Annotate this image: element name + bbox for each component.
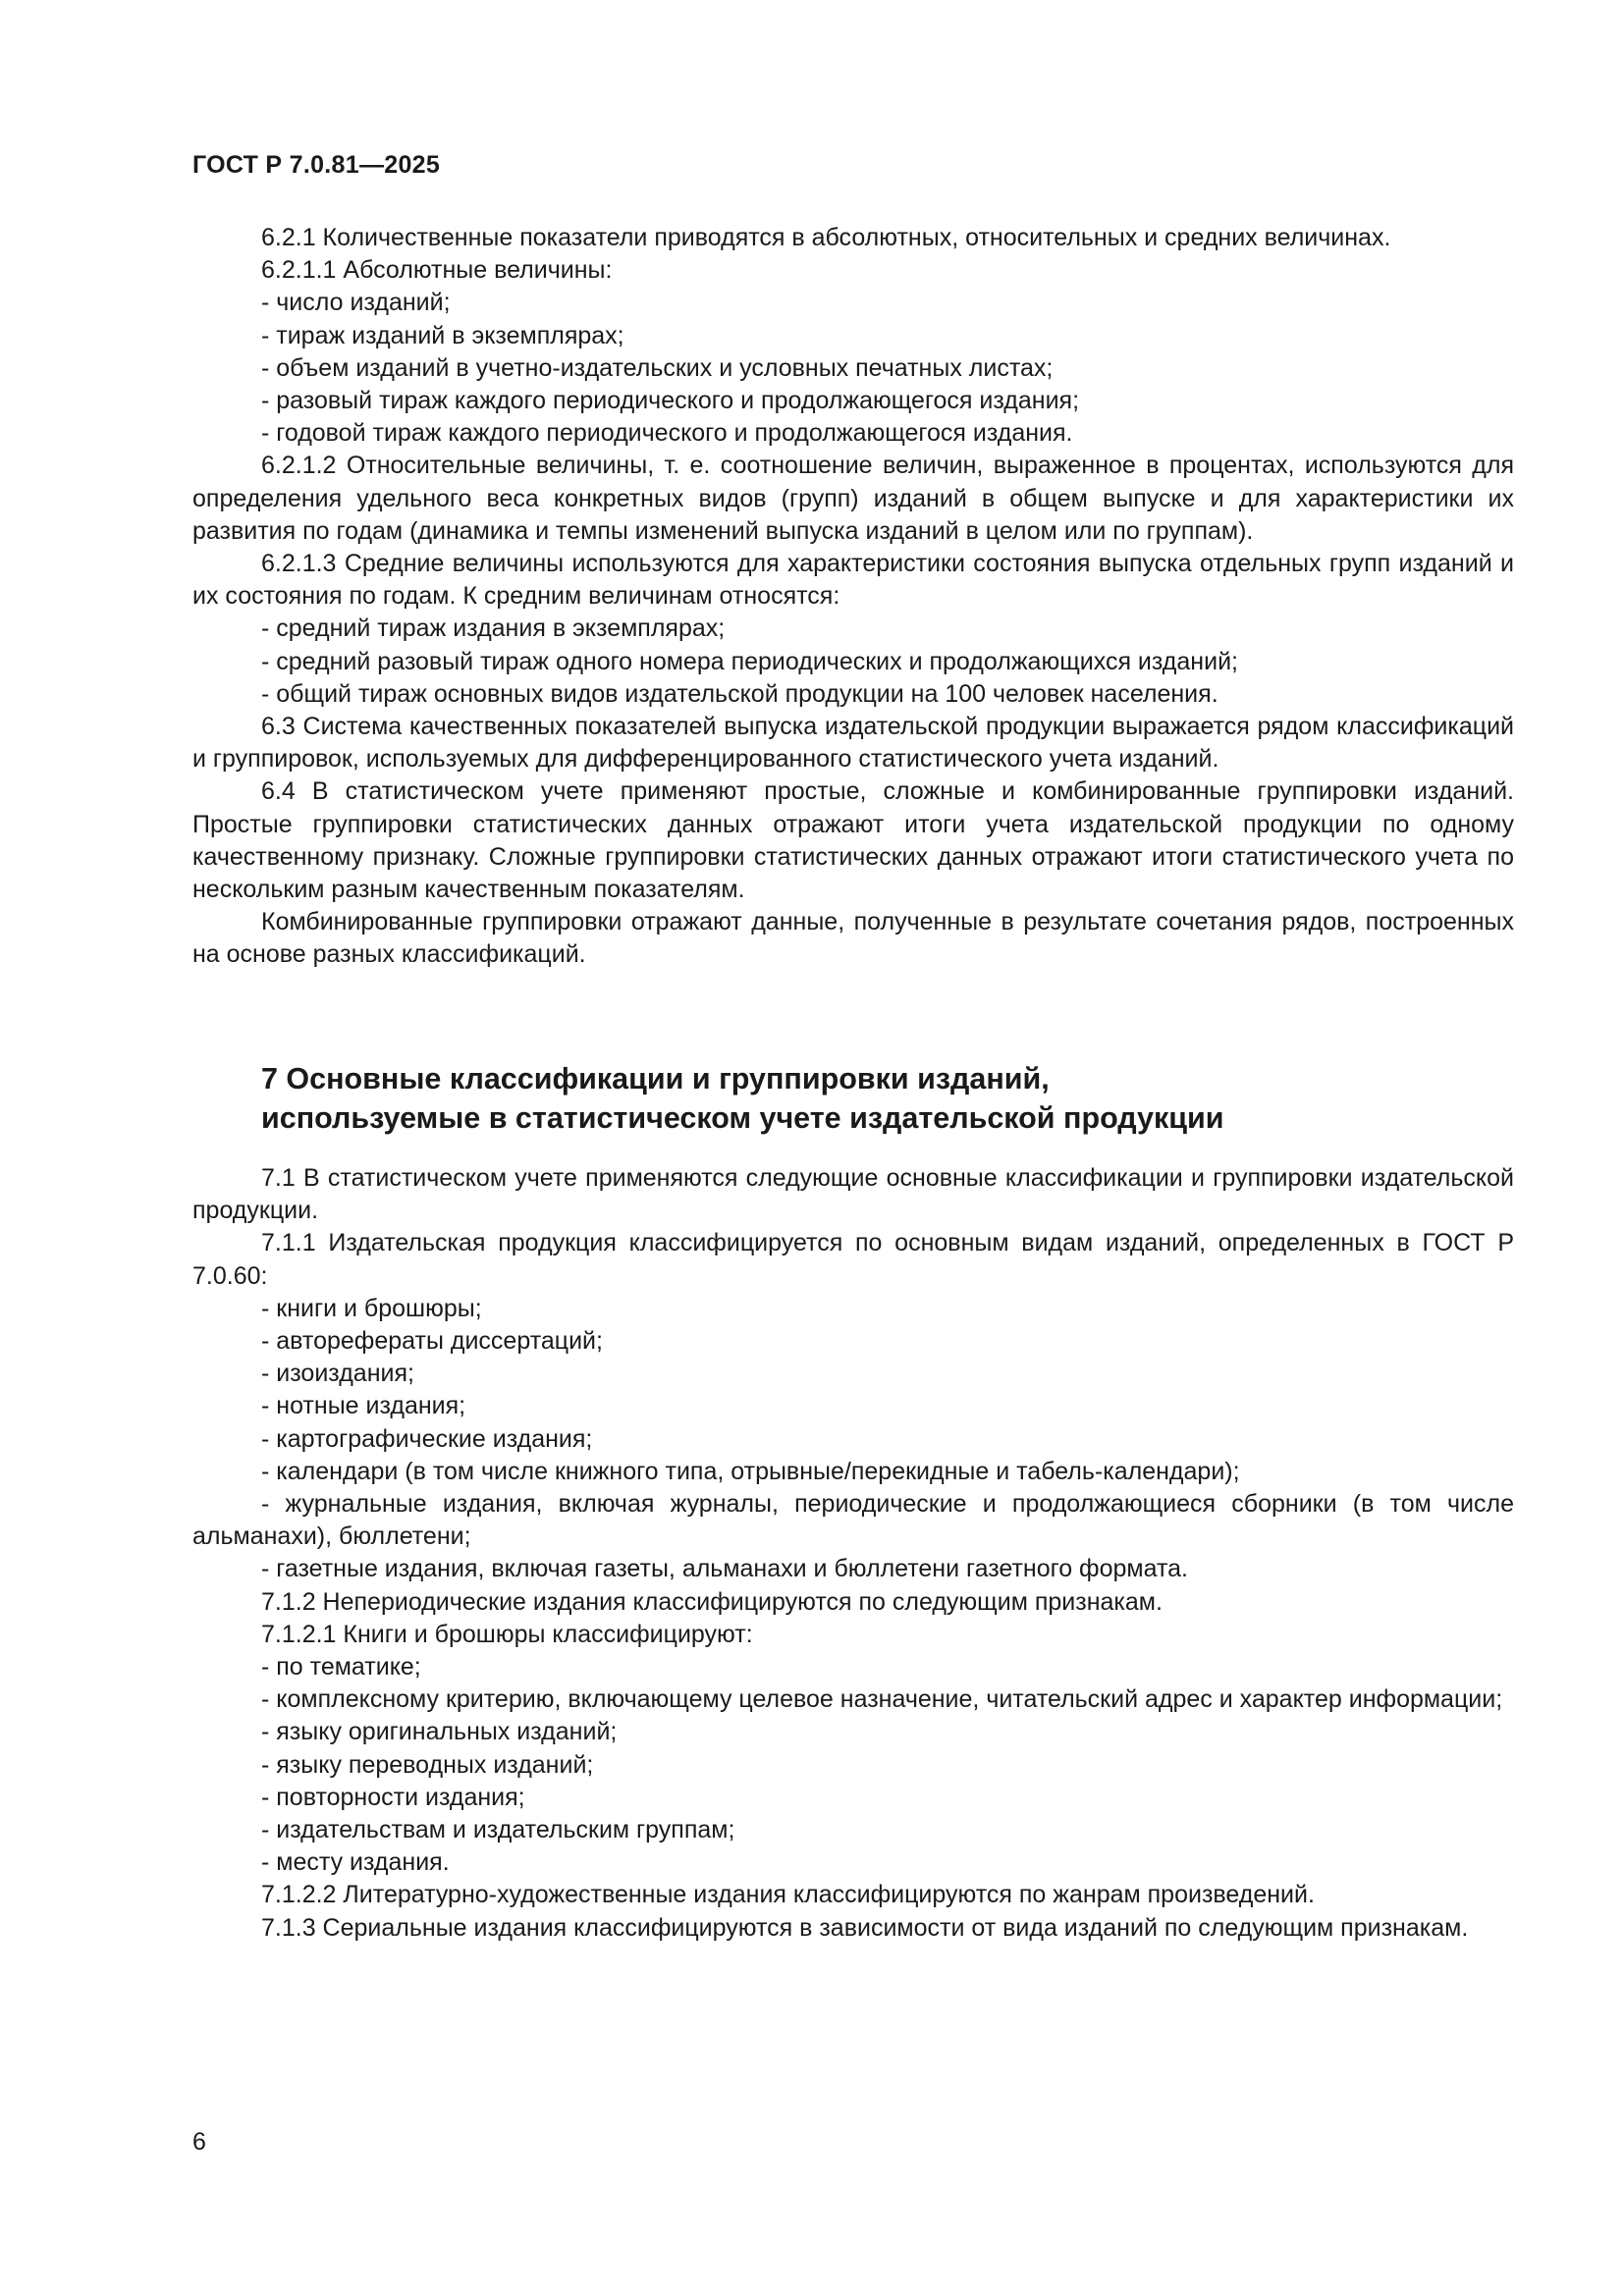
paragraph: 7.1 В статистическом учете применяются следующие основные классификации и группировки издательской продукции. xyxy=(192,1164,1514,1225)
list-item: - средний разовый тираж одного номера периодических и продолжающихся изданий; xyxy=(261,647,1238,675)
list-item: - комплексному критерию, включающему целевое назначение, читательский адрес и характер информации; xyxy=(261,1685,1503,1714)
paragraph: 7.1.1 Издательская продукция классифицируется по основным видам изданий, определенных в ГОСТ Р 7.0.60: xyxy=(192,1229,1514,1290)
paragraph: 6.3 Система качественных показателей выпуска издательской продукции выражается рядом классификаций и группировок, используемых для дифференцированного статистического учета изданий. xyxy=(192,713,1514,774)
list-item: - издательствам и издательским группам; xyxy=(261,1816,735,1844)
list-item: - средний тираж издания в экземплярах; xyxy=(261,614,726,643)
list-item: - языку оригинальных изданий; xyxy=(261,1718,618,1746)
list-item: - газетные издания, включая газеты, альманахи и бюллетени газетного формата. xyxy=(261,1555,1188,1583)
list-item: - календари (в том числе книжного типа, отрывные/перекидные и табель-календари); xyxy=(261,1457,1240,1485)
list-item: - объем изданий в учетно-издательских и условных печатных листах; xyxy=(261,353,1054,382)
paragraph: 6.4 В статистическом учете применяют простые, сложные и комбинированные группировки изданий. Простые группировки статистических данных отражают итоги учета издательской продукции по одному качественному признаку. Сложные группировки статистических данных отражают итоги статистического учета по нескольким разным качественным показателям. xyxy=(192,777,1514,904)
list-item: - общий тираж основных видов издательской продукции на 100 человек населения. xyxy=(261,679,1218,708)
list-item: - языку переводных изданий; xyxy=(261,1750,594,1779)
body-block-section-7 xyxy=(192,1162,1514,1945)
paragraph: 7.1.2 Непериодические издания классифицируются по следующим признакам. xyxy=(261,1587,1163,1616)
list-item: - по тематике; xyxy=(261,1653,421,1682)
list-item: - журнальные издания, включая журналы, периодические и продолжающиеся сборники (в том числе альманахи), бюллетени; xyxy=(192,1490,1514,1551)
section-7-heading xyxy=(261,1059,1508,1138)
paragraph: 6.2.1 Количественные показатели приводятся в абсолютных, относительных и средних величинах. xyxy=(261,224,1391,251)
list-item: - разовый тираж каждого периодического и продолжающегося издания; xyxy=(261,387,1080,415)
list-item: - повторности издания; xyxy=(261,1783,525,1811)
standard-id-header: ГОСТ Р 7.0.81—2025 xyxy=(192,151,441,179)
paragraph: 6.2.1.1 Абсолютные величины: xyxy=(261,256,613,285)
page-number: 6 xyxy=(192,2128,206,2156)
list-item: - нотные издания; xyxy=(261,1392,466,1420)
paragraph: 7.1.3 Сериальные издания классифицируются в зависимости от вида изданий по следующим признакам. xyxy=(261,1913,1469,1942)
list-item: - число изданий; xyxy=(261,289,451,317)
body-block-section-6 xyxy=(192,222,1514,972)
section-7-title-line-1: 7 Основные классификации и группировки изданий, xyxy=(261,1062,1050,1095)
paragraph: 6.2.1.2 Относительные величины, т. е. соотношение величин, выраженное в процентах, используются для определения удельного веса конкретных видов (групп) изданий в общем выпуске и для характеристики их развития по годам (динамика и темпы изменений выпуска изданий в целом или по группам). xyxy=(192,452,1514,545)
list-item: - изоиздания; xyxy=(261,1360,414,1388)
list-item: - месту издания. xyxy=(261,1848,450,1877)
list-item: - книги и брошюры; xyxy=(261,1294,482,1322)
paragraph: 6.2.1.3 Средние величины используются для характеристики состояния выпуска отдельных групп изданий и их состояния по годам. К средним величинам относятся: xyxy=(192,550,1514,611)
section-7-title-line-2: используемые в статистическом учете издательской продукции xyxy=(261,1101,1224,1135)
list-item: - тираж изданий в экземплярах; xyxy=(261,321,624,349)
list-item: - авторефераты диссертаций; xyxy=(261,1327,603,1356)
paragraph: 7.1.2.1 Книги и брошюры классифицируют: xyxy=(261,1620,753,1648)
list-item: - картографические издания; xyxy=(261,1424,593,1453)
paragraph: 7.1.2.2 Литературно-художественные издания классифицируются по жанрам произведений. xyxy=(261,1881,1315,1909)
list-item: - годовой тираж каждого периодического и продолжающегося издания. xyxy=(261,419,1073,448)
paragraph: Комбинированные группировки отражают данные, полученные в результате сочетания рядов, построенных на основе разных классификаций. xyxy=(192,908,1514,969)
